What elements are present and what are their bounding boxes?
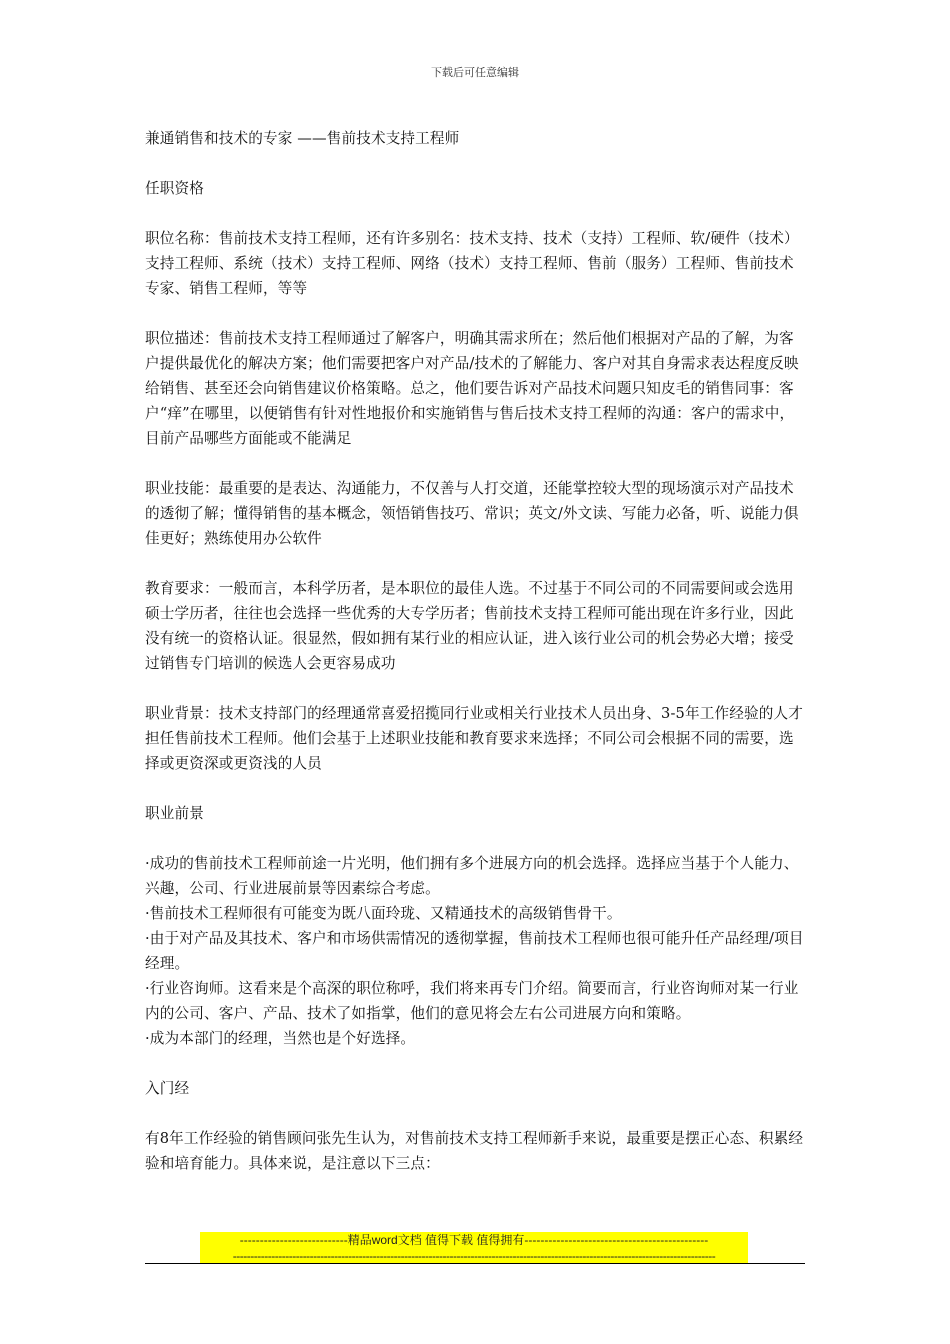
section-heading-qualifications: 任职资格 [145, 180, 204, 197]
prospects-list [145, 851, 807, 1051]
paragraph-job-description: 职位描述：售前技术支持工程师通过了解客户，明确其需求所在；然后他们根据对产品的了解，为客户提供最优化的解决方案；他们需要把客户对产品/技术的了解能力、客户对其自身需求表达程度反映给销售、甚至还会向销售建议价格策略。总之，他们要告诉对产品技术问题只知皮毛的销售同事：客户“痒”在哪里，以便销售有针对性地报价和实施销售与售后技术支持工程师的沟通：客户的需求中，目前产品哪些方面能或不能满足 [145, 330, 799, 447]
paragraph-entry: 有8年工作经验的销售顾问张先生认为，对售前技术支持工程师新手来说，最重要是摆正心态、积累经验和培育能力。具体来说，是注意以下三点： [145, 1130, 804, 1172]
document-body [145, 126, 807, 1176]
list-item: ·行业咨询师。这看来是个高深的职位称呼，我们将来再专门介绍。简要而言，行业咨询师对某一行业内的公司、客户、产品、技术了如指掌，他们的意见将会左右公司进展方向和策略。 [145, 980, 799, 1022]
section-heading-prospects: 职业前景 [145, 805, 204, 822]
page-header-note: 下载后可任意编辑 [431, 66, 519, 79]
paragraph-job-title: 职位名称：售前技术支持工程师，还有许多别名：技术支持、技术（支持）工程师、软/硬件（技术）支持工程师、系统（技术）支持工程师、网络（技术）支持工程师、售前（服务）工程师、售前技术专家、销售工程师，等等 [145, 230, 799, 297]
list-item: ·售前技术工程师很有可能变为既八面玲珑、又精通技术的高级销售骨干。 [145, 905, 622, 922]
footer-highlight-line2: ------------------------------------------------------------------------------------------------------------------------------------------ [200, 1248, 748, 1264]
list-item: ·成功的售前技术工程师前途一片光明，他们拥有多个进展方向的机会选择。选择应当基于个人能力、兴趣，公司、行业进展前景等因素综合考虑。 [145, 855, 799, 897]
footer-highlight-line1: ---------------------------精品word文档 值得下载 值得拥有---------------------------------------------- [200, 1232, 748, 1248]
section-heading-entry: 入门经 [145, 1080, 190, 1097]
paragraph-education: 教育要求：一般而言，本科学历者，是本职位的最佳人选。不过基于不同公司的不同需要间或会选用硕士学历者，往往也会选择一些优秀的大专学历者；售前技术支持工程师可能出现在许多行业，因此没有统一的资格认证。很显然，假如拥有某行业的相应认证，进入该行业公司的机会势必大增；接受过销售专门培训的候选人会更容易成功 [145, 580, 794, 672]
list-item: ·成为本部门的经理，当然也是个好选择。 [145, 1030, 416, 1047]
document-title: 兼通销售和技术的专家 ——售前技术支持工程师 [145, 130, 460, 147]
footer-divider [145, 1263, 805, 1264]
list-item: ·由于对产品及其技术、客户和市场供需情况的透彻掌握，售前技术工程师也很可能升任产品经理/项目经理。 [145, 930, 804, 972]
paragraph-skills: 职业技能：最重要的是表达、沟通能力，不仅善与人打交道，还能掌控较大型的现场演示对产品技术的透彻了解；懂得销售的基本概念，领悟销售技巧、常识；英文/外文读、写能力必备，听、说能力俱佳更好；熟练使用办公软件 [145, 480, 799, 547]
paragraph-background: 职业背景：技术支持部门的经理通常喜爱招揽同行业或相关行业技术人员出身、3-5年工作经验的人才担任售前技术工程师。他们会基于上述职业技能和教育要求来选择；不同公司会根据不同的需要，选择或更资深或更资浅的人员 [145, 705, 803, 772]
